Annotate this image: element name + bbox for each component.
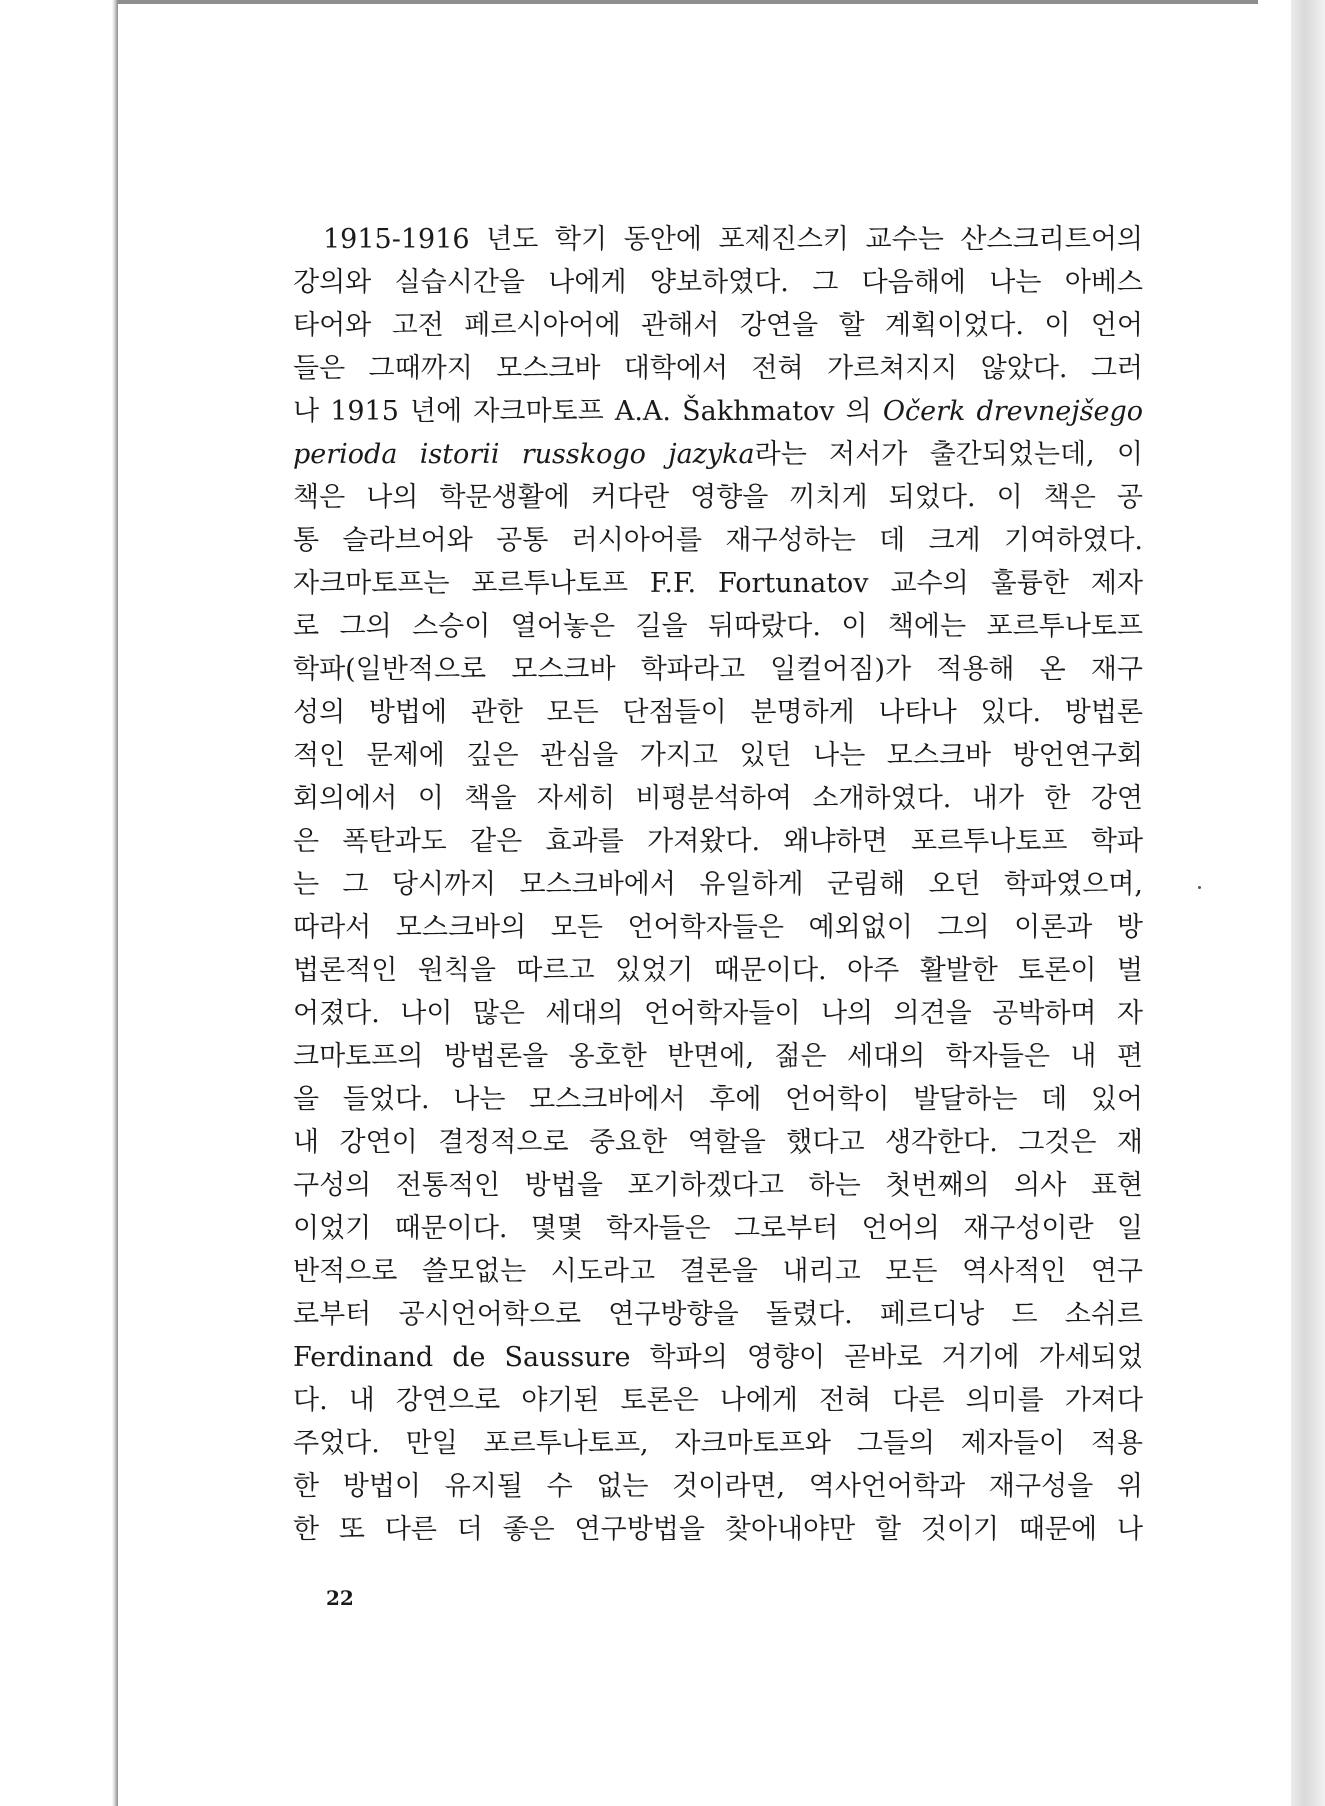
text-line-10: 로 그의 스승이 열어놓은 길을 뒤따랐다. 이 책에는 포르투나토프 bbox=[293, 611, 1143, 642]
text-line-30: 한 방법이 유지될 수 없는 것이라면, 역사언어학과 재구성을 위 bbox=[293, 1471, 1143, 1502]
text-line-21: 을 들었다. 나는 모스크바에서 후에 언어학이 발달하는 데 있어 bbox=[293, 1084, 1143, 1115]
text-line-9: 자크마토프는 포르투나토프 F.F. Fortunatov 교수의 훌륭한 제자 bbox=[293, 568, 1143, 599]
text-line-26: 로부터 공시언어학으로 연구방향을 돌렸다. 페르디낭 드 소쉬르 bbox=[293, 1299, 1143, 1330]
scan-speck bbox=[1198, 886, 1201, 889]
body-text bbox=[293, 218, 1143, 1551]
text-line-1: 1915-1916 년도 학기 동안에 포제진스키 교수는 산스크리트어의 bbox=[323, 224, 1143, 255]
text-line-12: 성의 방법에 관한 모든 단점들이 분명하게 나타나 있다. 방법론 bbox=[293, 697, 1143, 728]
text-line-6 bbox=[293, 433, 1143, 476]
text-line-25: 반적으로 쓸모없는 시도라고 결론을 내리고 모든 역사적인 연구 bbox=[293, 1256, 1143, 1287]
text-line-19: 어졌다. 나이 많은 세대의 언어학자들이 나의 의견을 공박하며 자 bbox=[293, 998, 1143, 1029]
text-line-15: 은 폭탄과도 같은 효과를 가져왔다. 왜냐하면 포르투나토프 학파 bbox=[293, 826, 1143, 857]
text-line-2: 강의와 실습시간을 나에게 양보하였다. 그 다음해에 나는 아베스 bbox=[293, 267, 1143, 298]
text-line-3: 타어와 고전 페르시아어에 관해서 강연을 할 계획이었다. 이 언어 bbox=[293, 310, 1143, 341]
book-title-italic-1: Očerk drevnejšego bbox=[882, 396, 1143, 427]
page-edge-right bbox=[1291, 0, 1325, 1806]
text-line-20: 크마토프의 방법론을 옹호한 반면에, 젊은 세대의 학자들은 내 편 bbox=[293, 1041, 1143, 1072]
page-number: 22 bbox=[326, 1586, 354, 1610]
text-line-18: 법론적인 원칙을 따르고 있었기 때문이다. 아주 활발한 토론이 벌 bbox=[293, 955, 1143, 986]
text-line-6-tail: 라는 저서가 출간되었는데, 이 bbox=[754, 439, 1143, 470]
text-line-27: Ferdinand de Saussure 학파의 영향이 곧바로 거기에 가세되었 bbox=[293, 1342, 1143, 1373]
book-spine-left bbox=[0, 0, 118, 1806]
text-line-28: 다. 내 강연으로 야기된 토론은 나에게 전혀 다른 의미를 가져다 bbox=[293, 1385, 1143, 1416]
text-line-14: 회의에서 이 책을 자세히 비평분석하여 소개하였다. 내가 한 강연 bbox=[293, 783, 1143, 814]
book-edge-top bbox=[118, 0, 1258, 4]
book-title-italic-2: perioda istorii russkogo jazyka bbox=[293, 439, 755, 470]
text-line-13: 적인 문제에 깊은 관심을 가지고 있던 나는 모스크바 방언연구회 bbox=[293, 740, 1143, 771]
text-line-29: 주었다. 만일 포르투나토프, 자크마토프와 그들의 제자들이 적용 bbox=[293, 1428, 1143, 1459]
text-line-23: 구성의 전통적인 방법을 포기하겠다고 하는 첫번째의 의사 표현 bbox=[293, 1170, 1143, 1201]
text-line-31: 한 또 다른 더 좋은 연구방법을 찾아내야만 할 것이기 때문에 나 bbox=[293, 1514, 1143, 1545]
text-line-7: 책은 나의 학문생활에 커다란 영향을 끼치게 되었다. 이 책은 공 bbox=[293, 482, 1143, 513]
text-line-8: 통 슬라브어와 공통 러시아어를 재구성하는 데 크게 기여하였다. bbox=[293, 525, 1143, 556]
text-line-17: 따라서 모스크바의 모든 언어학자들은 예외없이 그의 이론과 방 bbox=[293, 912, 1143, 943]
text-line-24: 이었기 때문이다. 몇몇 학자들은 그로부터 언어의 재구성이란 일 bbox=[293, 1213, 1143, 1244]
text-line-4: 들은 그때까지 모스크바 대학에서 전혀 가르쳐지지 않았다. 그러 bbox=[293, 353, 1143, 384]
text-line-16: 는 그 당시까지 모스크바에서 유일하게 군림해 오던 학파였으며, bbox=[293, 869, 1143, 900]
text-line-5-lead: 나 1915 년에 자크마토프 A.A. Šakhmatov 의 bbox=[293, 396, 872, 427]
text-line-22: 내 강연이 결정적으로 중요한 역할을 했다고 생각한다. 그것은 재 bbox=[293, 1127, 1143, 1158]
text-line-5 bbox=[293, 390, 1143, 433]
text-line-11: 학파(일반적으로 모스크바 학파라고 일컬어짐)가 적용해 온 재구 bbox=[293, 654, 1143, 685]
